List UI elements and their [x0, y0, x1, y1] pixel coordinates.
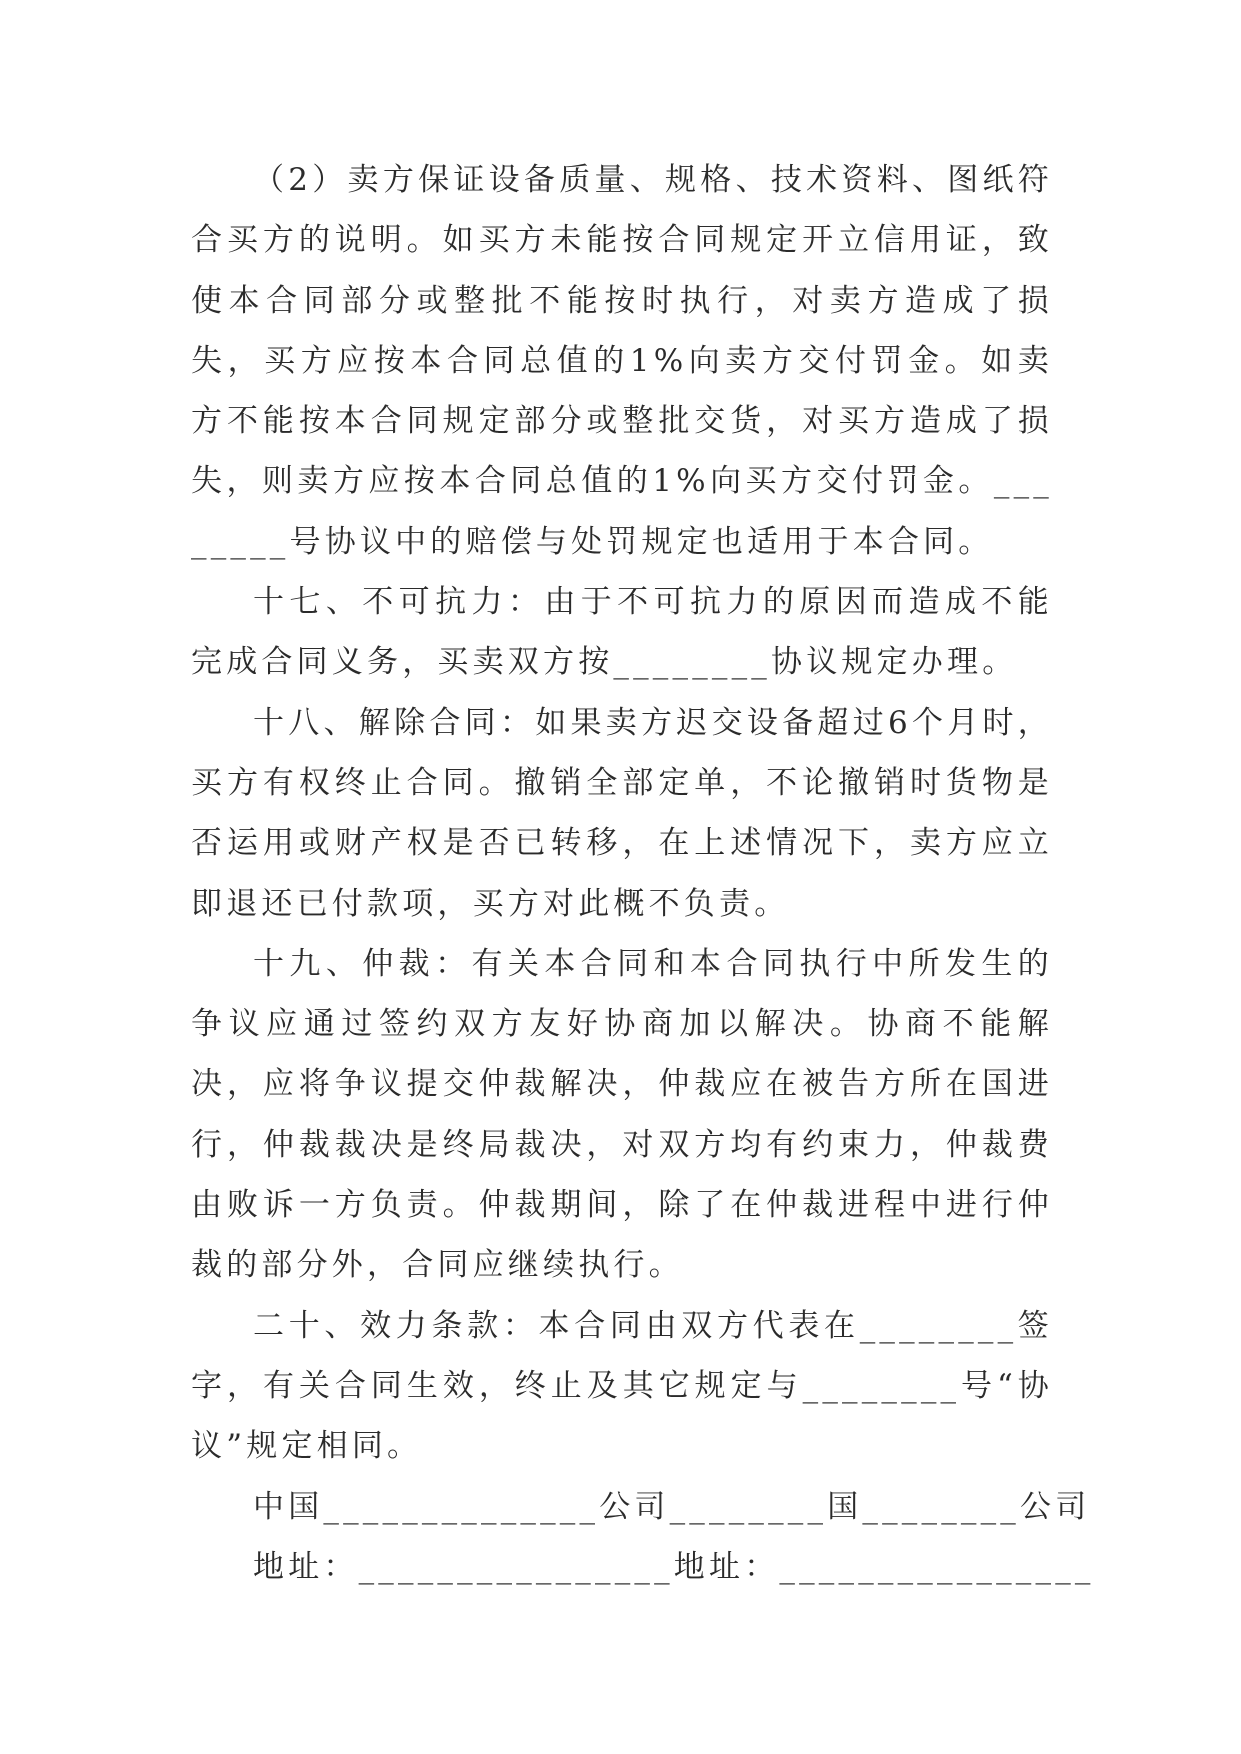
clause-paragraph-seller-guarantee: （2）卖方保证设备质量、规格、技术资料、图纸符合买方的说明。如买方未能按合同规定开立信用证，致使本合同部分或整批不能按时执行，对卖方造成了损失，买方应按本合同总值的1%向卖方交付罚金。如卖方不能按本合同规定部分或整批交货，对买方造成了损失，则卖方应按本合同总值的1%向买方交付罚金。________号协议中的赔偿与处罚规定也适用于本合同。 [191, 162, 1053, 560]
document-body [191, 150, 1095, 1597]
clause-paragraph-termination: 十八、解除合同：如果卖方迟交设备超过6个月时，买方有权终止合同。撤销全部定单，不论撤销时货物是否运用或财产权是否已转移，在上述情况下，卖方应立即退还已付款项，买方对此概不负责。 [191, 704, 1053, 922]
clause-paragraph-force-majeure: 十七、不可抗力：由于不可抗力的原因而造成不能完成合同义务，买卖双方按________协议规定办理。 [191, 584, 1053, 681]
signature-company-line: 中国______________公司________国________公司 [253, 1488, 1091, 1525]
clause-paragraph-effectiveness: 二十、效力条款：本合同由双方代表在________签字，有关合同生效，终止及其它规定与________号“协议”规定相同。 [191, 1307, 1053, 1465]
clause-paragraph-arbitration: 十九、仲裁：有关本合同和本合同执行中所发生的争议应通过签约双方友好协商加以解决。协商不能解决，应将争议提交仲裁解决，仲裁应在被告方所在国进行，仲裁裁决是终局裁决，对双方均有约束力，仲裁费由败诉一方负责。仲裁期间，除了在仲裁进程中进行仲裁的部分外，合同应继续执行。 [191, 945, 1053, 1284]
signature-address-line: 地址：________________地址：________________ [253, 1548, 1095, 1585]
